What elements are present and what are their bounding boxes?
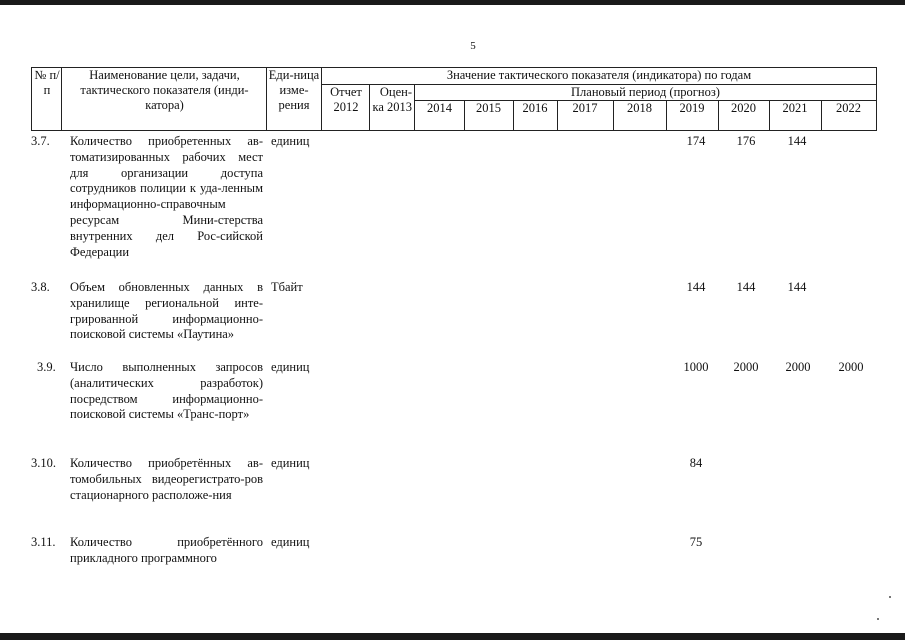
row-number: 3.11.: [31, 535, 56, 549]
row-unit: единиц: [271, 360, 310, 374]
row-number: 3.10.: [31, 456, 56, 470]
header-report: Отчет 2012: [330, 85, 362, 114]
header-year: 2018: [627, 101, 652, 115]
scan-speck: [889, 596, 891, 598]
row-name: Количество приобретённого прикладного программного: [70, 535, 263, 565]
row-name: Количество приобретённых ав-томобильных видеорегистрато-ров стационарного расположе-ния: [70, 456, 263, 502]
header-year: 2021: [782, 101, 808, 115]
row-value-2019: 1000: [683, 360, 709, 374]
row-value-2019: 174: [686, 134, 706, 148]
row-value-2021: 144: [787, 134, 807, 148]
row-value-2021: 2000: [785, 360, 811, 374]
row-value-2019: 75: [689, 535, 703, 549]
top-scan-border: [0, 0, 905, 5]
header-plan-title: Плановый период (прогноз): [571, 85, 720, 99]
header-year: 2014: [427, 101, 452, 115]
row-name: Объем обновленных данных в хранилище региональной инте-грированной информационно-поисковой системы «Паутина»: [70, 280, 263, 342]
header-year: 2020: [731, 101, 756, 115]
row-name: Число выполненных запросов (аналитических разработок) посредством информационно-поисковой системы «Транс-порт»: [70, 360, 263, 422]
row-unit: единиц: [271, 456, 310, 470]
header-num: № п/п: [34, 68, 60, 97]
header-year: 2017: [572, 101, 598, 115]
row-unit: Тбайт: [271, 280, 303, 294]
header-name: Наименование цели, задачи, тактического показателя (инди-катора): [80, 68, 249, 112]
row-value-2019: 144: [686, 280, 706, 294]
row-number: 3.8.: [31, 280, 50, 294]
header-unit: Еди-ница изме-рения: [268, 68, 320, 112]
row-value-2020: 2000: [733, 360, 759, 374]
row-value-2019: 84: [689, 456, 703, 470]
row-value-2021: 144: [787, 280, 807, 294]
bottom-scan-border: [0, 633, 905, 640]
row-unit: единиц: [271, 535, 310, 549]
table-header: [31, 67, 877, 131]
header-values-title: Значение тактического показателя (индикатора) по годам: [446, 68, 752, 82]
header-year: 2019: [679, 101, 705, 115]
row-value-2020: 176: [736, 134, 756, 148]
header-year: 2015: [476, 101, 501, 115]
row-value-2022: 2000: [838, 360, 864, 374]
row-name: Количество приобретенных ав-томатизированных рабочих мест для организации доступа сотрудников полиции к уда-ленным информационно-справочным ресурсам Мини-стерства внутренних дел Рос-сийской Федерации: [70, 134, 263, 259]
header-year: 2016: [522, 101, 548, 115]
row-unit: единиц: [271, 134, 310, 148]
page-number: 5: [470, 40, 476, 52]
row-number: 3.7.: [31, 134, 50, 148]
header-estimate: Оцен-ка 2013: [372, 85, 412, 114]
row-number: 3.9.: [37, 360, 56, 374]
scan-speck: [877, 618, 879, 620]
row-value-2020: 144: [736, 280, 756, 294]
header-year: 2022: [836, 101, 861, 115]
